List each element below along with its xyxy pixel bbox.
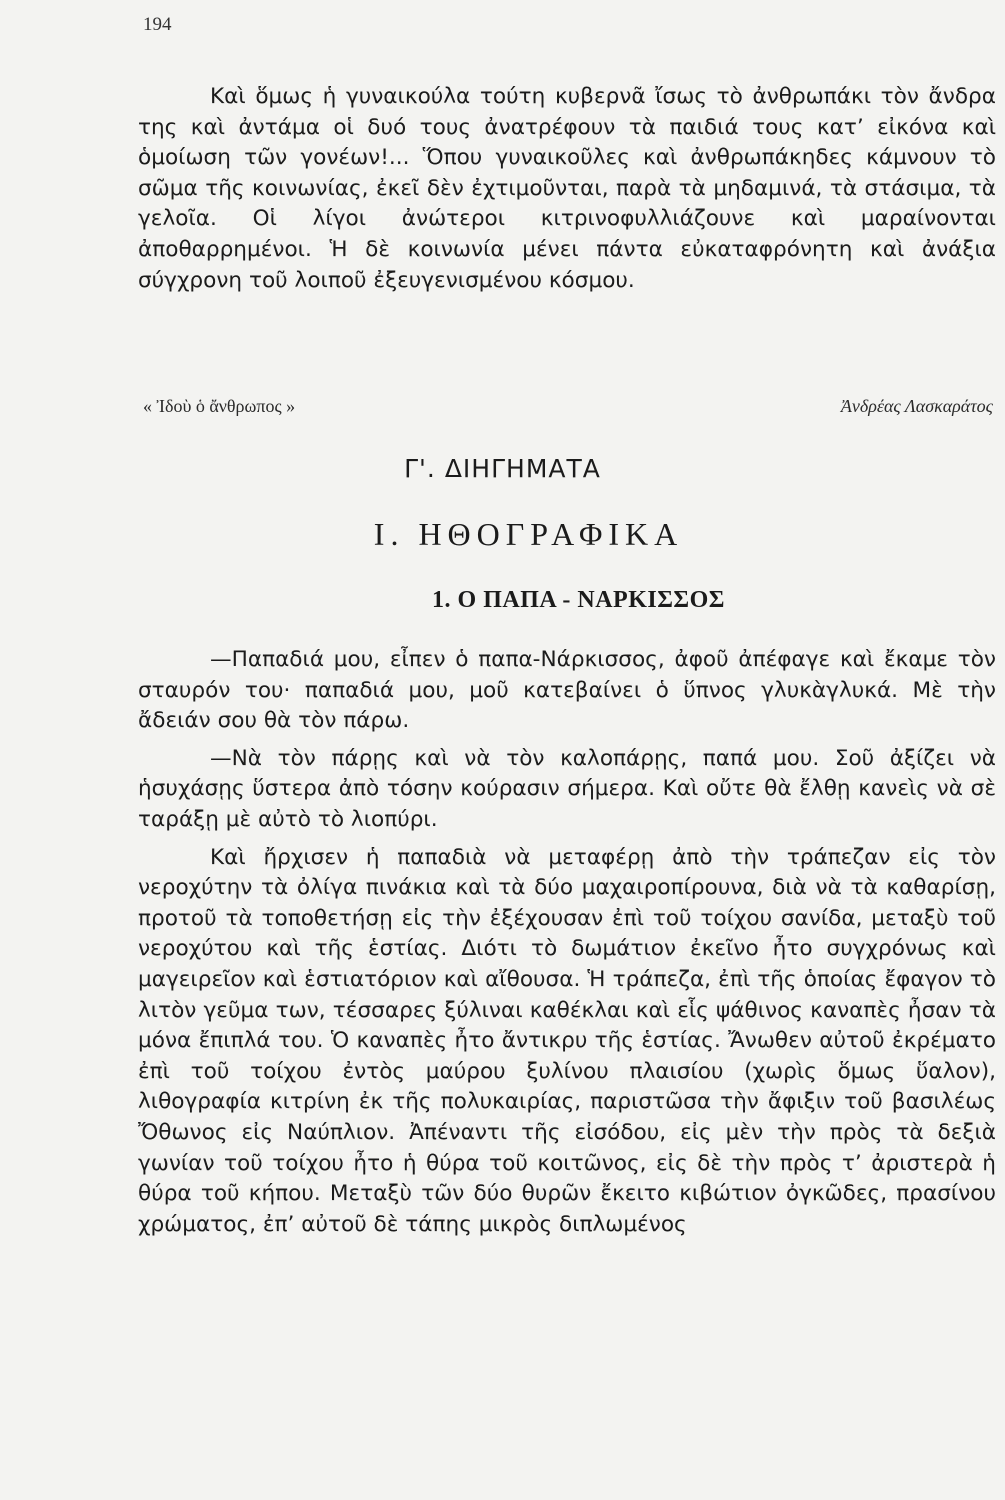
story-paragraph: —Παπαδιά μου, εἶπεν ὁ παπα-Νάρκισσος, ἀφοῦ ἀπέφαγε καὶ ἔκαμε τὸν σταυρόν του· παπαδιά μου, μοῦ κατεβαίνει ὁ ὕπνος γλυκὰγλυκά. Μὲ τὴν ἄδειάν σου θὰ τὸν πάρω.	[138, 647, 996, 734]
page-number: 194	[143, 14, 172, 35]
source-work-title: « Ἰδοὺ ὁ ἄνθρωπος »	[143, 396, 296, 416]
source-author: Ἀνδρέας Λασκαράτος	[840, 396, 993, 416]
story-paragraph: —Νὰ τὸν πάρῃς καὶ νὰ τὸν καλοπάρῃς, παπά μου. Σοῦ ἀξίζει νὰ ἡσυχάσῃς ὕστερα ἀπὸ τόσην κούρασιν σήμερα. Καὶ οὔτε θὰ ἔλθῃ κανεὶς νὰ σὲ ταράξῃ μὲ αὐτὸ τὸ λιοπύρι.	[138, 745, 996, 832]
intro-paragraph: Καὶ ὅμως ἡ γυναικούλα τούτη κυβερνᾶ ἴσως τὸ ἀνθρωπάκι τὸν ἄνδρα της καὶ ἀντάμα οἱ δυό τους ἀνατρέφουν τὰ παιδιά τους κατ’ εἰκόνα καὶ ὁμοίωση τῶν γονέων!... Ὅπου γυναικοῦλες καὶ ἀνθρωπάκηδες κάμνουν τὸ σῶμα τῆς κοινωνίας, ἐκεῖ δὲν ἐχτιμοῦνται, παρὰ τὰ μηδαμινά, τὰ στάσιμα, τὰ γελοῖα. Οἱ λίγοι ἀνώτεροι κιτρινοφυλλιάζουνε καὶ μαραίνονται ἀποθαρρημένοι. Ἡ δὲ κοινωνία μένει πάντα εὐκαταφρόνητη καὶ ἀνάξια σύγχρονη τοῦ λοιποῦ ἐξευγενισμένου κόσμου.	[138, 84, 996, 293]
subsection-title: Ι. ΗΘΟΓΡΑΦΙΚΑ	[373, 516, 684, 552]
intro-text-block	[138, 82, 996, 296]
story-title: 1. Ο ΠΑΠΑ - ΝΑΡΚΙΣΣΟΣ	[432, 587, 725, 613]
section-title: Γ'. ΔΙΗΓΗΜΑΤΑ	[404, 454, 601, 483]
story-text-block	[138, 645, 996, 1240]
story-paragraph: Καὶ ἤρχισεν ἡ παπαδιὰ νὰ μεταφέρῃ ἀπὸ τὴν τράπεζαν εἰς τὸν νεροχύτην τὰ ὀλίγα πινάκια καὶ τὰ δύο μαχαιροπίρουνα, διὰ νὰ τὰ καθαρίσῃ, προτοῦ τὰ τοποθετήσῃ εἰς τὴν ἐξέχουσαν ἐπὶ τοῦ τοίχου σανίδα, μεταξὺ τοῦ νεροχύτου καὶ τῆς ἑστίας. Διότι τὸ δωμάτιον ἐκεῖνο ἦτο συγχρόνως καὶ μαγειρεῖον καὶ ἑστιατόριον καὶ αἴθουσα. Ἡ τράπεζα, ἐπὶ τῆς ὁποίας ἔφαγον τὸ λιτὸν γεῦμα των, τέσσαρες ξύλιναι καθέκλαι καὶ εἷς ψάθινος καναπὲς ἦσαν τὰ μόνα ἔπιπλά του. Ὁ καναπὲς ἦτο ἄντικρυ τῆς ἑστίας. Ἄνωθεν αὐτοῦ ἐκρέματο ἐπὶ τοῦ τοίχου ἐντὸς μαύρου ξυλίνου πλαισίου (χωρὶς ὅμως ὕαλον), λιθογραφία κιτρίνη ἐκ τῆς πολυκαιρίας, παριστῶσα τὴν ἄφιξιν τοῦ βασιλέως Ὄθωνος εἰς Ναύπλιον. Ἀπέναντι τῆς εἰσόδου, εἰς μὲν τὴν πρὸς τὰ δεξιὰ γωνίαν τοῦ τοίχου ἦτο ἡ θύρα τοῦ κοιτῶνος, εἰς δὲ τὴν πρὸς τ’ ἀριστερὰ ἡ θύρα τοῦ κήπου. Μεταξὺ τῶν δύο θυρῶν ἔκειτο κιβώτιον ὀγκῶδες, πρασίνου χρώματος, ἐπ’ αὐτοῦ δὲ τάπης μικρὸς διπλωμένος	[138, 844, 996, 1237]
